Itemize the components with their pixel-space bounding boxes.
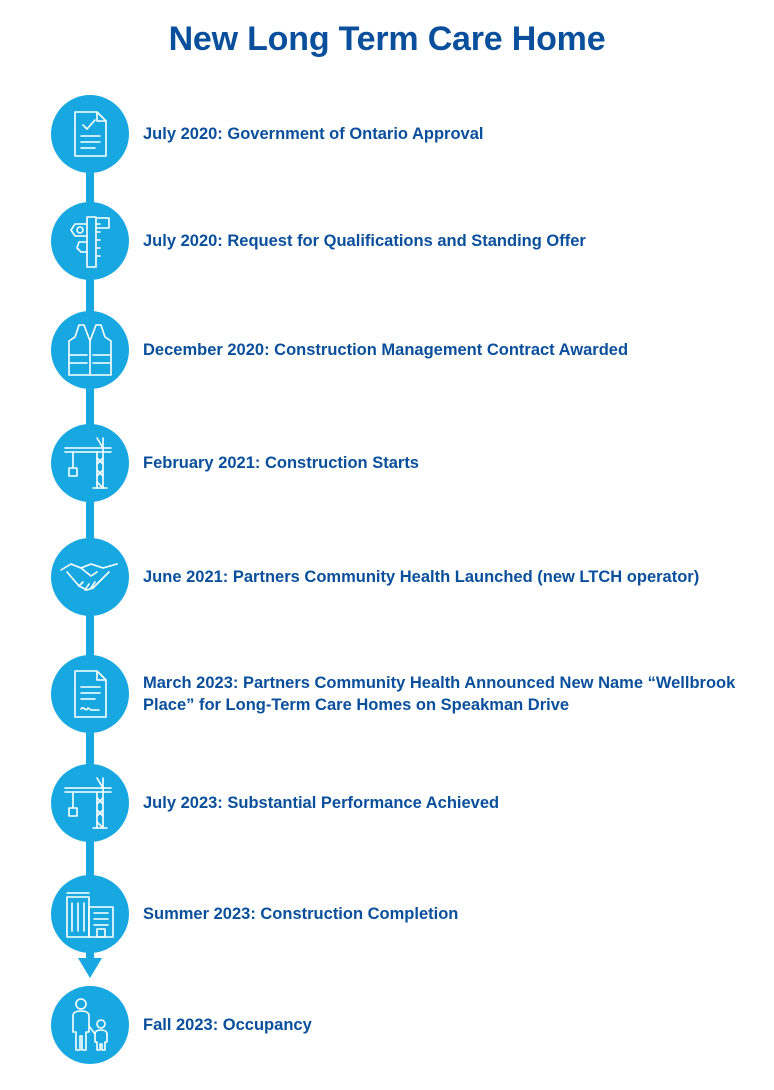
milestone-8-circle xyxy=(51,875,129,953)
handshake-icon xyxy=(51,538,129,616)
milestone-1-label: July 2020: Government of Ontario Approval xyxy=(143,125,484,143)
milestone-4-label: February 2021: Construction Starts xyxy=(143,454,419,472)
timeline-arrow-icon xyxy=(78,958,102,978)
milestone-9-label: Fall 2023: Occupancy xyxy=(143,1016,312,1034)
milestone-2-label: July 2020: Request for Qualifications and Standing Offer xyxy=(143,232,586,250)
milestone-1-circle xyxy=(51,95,129,173)
page-title: New Long Term Care Home xyxy=(168,20,606,58)
milestone-9 xyxy=(0,986,774,1064)
milestone-8-label: Summer 2023: Construction Completion xyxy=(143,905,459,923)
milestone-2-circle xyxy=(51,202,129,280)
milestone-5-circle xyxy=(51,538,129,616)
milestone-1 xyxy=(0,95,774,173)
adult-child-icon xyxy=(51,986,129,1064)
milestone-6-circle xyxy=(51,655,129,733)
caliper-ruler-icon xyxy=(51,202,129,280)
milestone-7-circle xyxy=(51,764,129,842)
milestone-4 xyxy=(0,424,774,502)
tower-crane-icon xyxy=(51,424,129,502)
milestone-7 xyxy=(0,764,774,842)
milestone-4-circle xyxy=(51,424,129,502)
milestone-9-circle xyxy=(51,986,129,1064)
checklist-document-icon xyxy=(51,95,129,173)
milestone-6 xyxy=(0,655,774,733)
buildings-icon xyxy=(51,875,129,953)
signed-document-icon xyxy=(51,655,129,733)
milestone-7-label: July 2023: Substantial Performance Achieved xyxy=(143,794,500,812)
tower-crane-icon xyxy=(51,764,129,842)
milestone-6-label: March 2023: Partners Community Health Announced New Name “Wellbrook Place” for Long-Term Care Homes on Speakman Drive xyxy=(143,674,736,714)
milestone-3-circle xyxy=(51,311,129,389)
safety-vest-icon xyxy=(51,311,129,389)
milestone-8 xyxy=(0,875,774,953)
milestone-5-label: June 2021: Partners Community Health Launched (new LTCH operator) xyxy=(143,568,700,586)
milestone-3-label: December 2020: Construction Management Contract Awarded xyxy=(143,341,629,359)
milestone-2 xyxy=(0,202,774,280)
milestone-5 xyxy=(0,538,774,616)
milestone-3 xyxy=(0,311,774,389)
